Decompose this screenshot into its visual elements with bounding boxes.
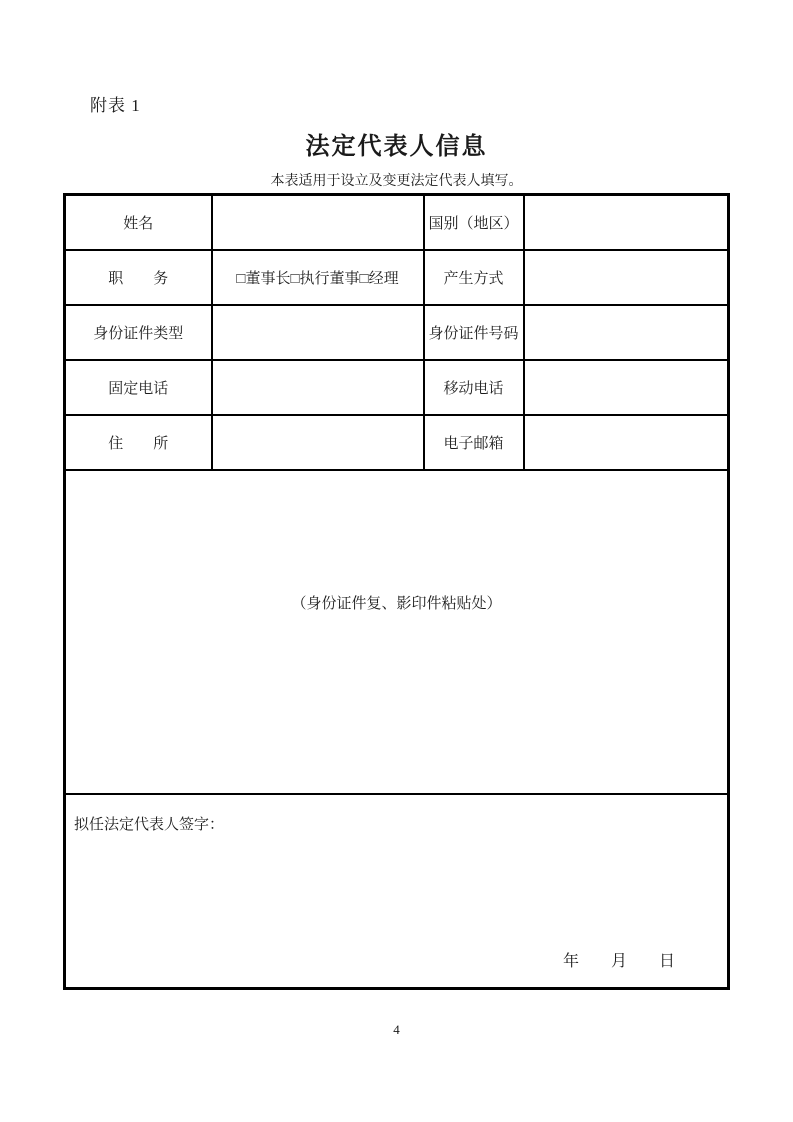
table-row-phone <box>65 360 729 415</box>
table-row-residence <box>65 415 729 470</box>
field-value-country-region <box>524 195 729 250</box>
table-row-signature <box>65 794 729 989</box>
attachment-label: 附表 1 <box>90 96 141 115</box>
page-subtitle: 本表适用于设立及变更法定代表人填写。 <box>270 174 523 189</box>
field-label-id-number: 身份证件号码 <box>424 305 524 360</box>
field-value-mobile-phone <box>524 360 729 415</box>
field-value-id-number <box>524 305 729 360</box>
signature-label: 拟任法定代表人签字： <box>74 816 225 833</box>
table-row-id-type <box>65 305 729 360</box>
field-value-position-checkboxes: □董事长□执行董事□经理 <box>212 250 424 305</box>
field-value-email <box>524 415 729 470</box>
field-label-email: 电子邮箱 <box>424 415 524 470</box>
signature-area <box>65 794 729 989</box>
field-value-appointment-method <box>524 250 729 305</box>
field-label-name: 姓名 <box>65 195 212 250</box>
page-title: 法定代表人信息 <box>305 134 488 160</box>
field-label-position: 职 务 <box>65 250 212 305</box>
field-value-name <box>212 195 424 250</box>
field-label-residence: 住 所 <box>65 415 212 470</box>
table-row-position <box>65 250 729 305</box>
field-value-residence <box>212 415 424 470</box>
legal-representative-form-table <box>63 193 730 990</box>
field-value-id-type <box>212 305 424 360</box>
date-line: 年 月 日 <box>562 953 675 970</box>
table-row-id-copy-area <box>65 470 729 794</box>
table-row-name <box>65 195 729 250</box>
field-label-appointment-method: 产生方式 <box>424 250 524 305</box>
field-label-country-region: 国别（地区） <box>424 195 524 250</box>
field-label-fixed-phone: 固定电话 <box>65 360 212 415</box>
id-copy-paste-area: （身份证件复、影印件粘贴处） <box>65 470 729 794</box>
field-label-mobile-phone: 移动电话 <box>424 360 524 415</box>
field-label-id-type: 身份证件类型 <box>65 305 212 360</box>
page-number: 4 <box>393 1022 400 1037</box>
field-value-fixed-phone <box>212 360 424 415</box>
